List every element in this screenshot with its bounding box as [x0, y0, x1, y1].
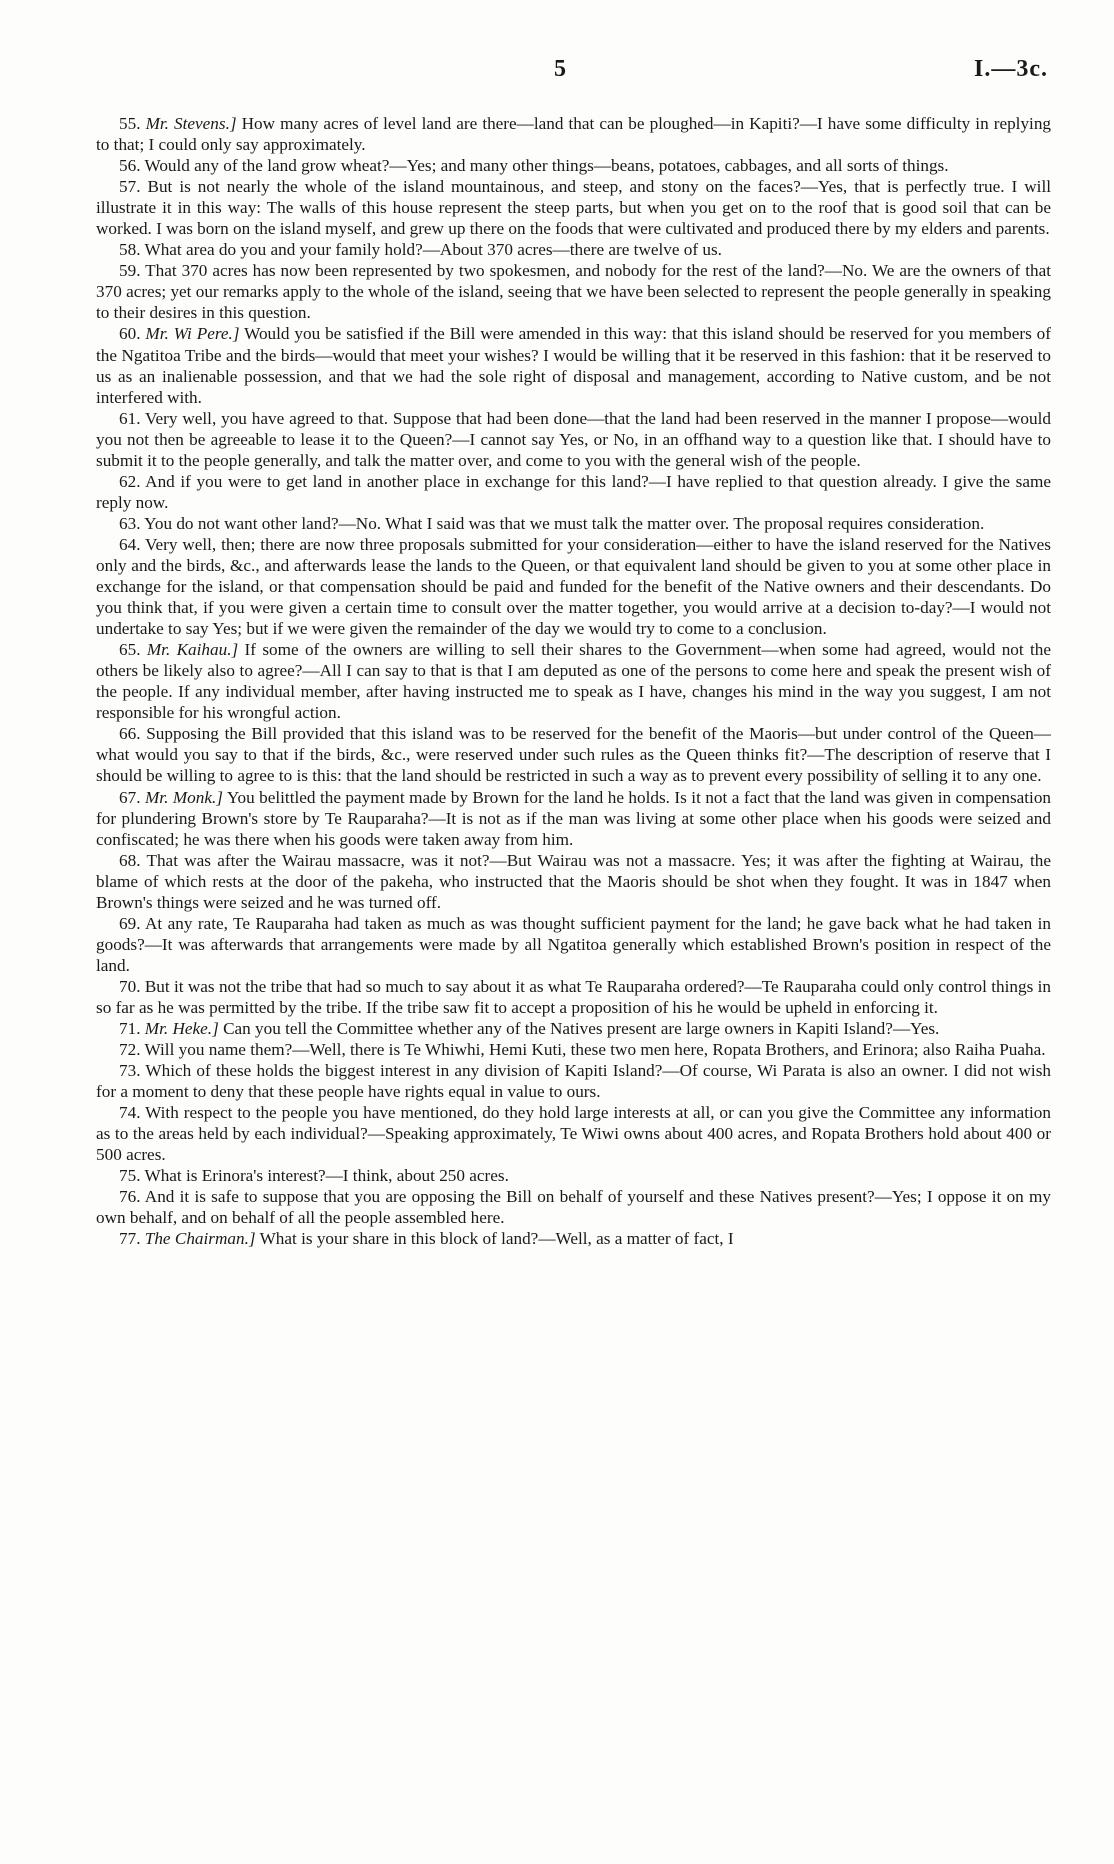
question-answer-text: Supposing the Bill provided that this island was to be reserved for the benefit of the Maoris—but under control of the Queen—what would you say to that if the birds, &c., were reserved under such rules as the Queen thinks fit?—The description of reserve that I should be willing to agree to is this: that the land should be restricted in such a way as to prevent every possibility of selling it to any one. — [96, 724, 1051, 786]
speaker-name: Mr. Stevens.] — [145, 114, 237, 133]
question-paragraph — [96, 471, 1051, 513]
question-answer-text: What area do you and your family hold?—About 370 acres—there are twelve of us. — [144, 240, 722, 260]
question-number: 55. — [119, 114, 141, 133]
question-paragraph — [96, 113, 1051, 155]
question-paragraph — [96, 1060, 1051, 1102]
question-number: 62. — [119, 471, 141, 491]
question-number: 67. — [119, 787, 141, 807]
question-number: 76. — [119, 1187, 141, 1207]
question-answer-text: You do not want other land?—No. What I said was that we must talk the matter over. The proposal requires consideration. — [144, 513, 985, 533]
question-answer-text: You belittled the payment made by Brown for the land he holds. Is it not a fact that the land was given in compensation for plundering Brown's store by Te Rauparaha?—It is not as if the man was living at some other place when his goods were seized and confiscated; he was there when his goods were taken away from him. — [96, 787, 1052, 849]
question-number: 57. — [119, 177, 141, 197]
question-number: 69. — [119, 913, 141, 933]
question-answer-text: Very well, then; there are now three proposals submitted for your consideration—either to have the island reserved for the Natives only and the birds, &c., and afterwards lease the lands to the Queen, or that equivalent land should be given to you at some other place in exchange for the island, or that compensation should be paid and funded for the benefit of the Native owners and their descendants. Do you think that, if you were given a certain time to consult over the matter together, you would arrive at a decision to-day?—I would not undertake to say Yes; but if we were given the remainder of the day we would try to come to a conclusion. — [96, 534, 1051, 639]
speaker-name: Mr. Monk.] — [144, 787, 223, 807]
question-paragraph — [96, 1186, 1051, 1228]
question-number: 75. — [119, 1166, 141, 1186]
question-answer-text: How many acres of level land are there—land that can be ploughed—in Kapiti?—I have some difficulty in replying to that; I could only say approximately. — [96, 114, 1052, 155]
question-paragraph — [96, 639, 1051, 723]
minutes-of-evidence-text — [96, 113, 1051, 1250]
question-number: 58. — [119, 240, 141, 260]
question-number: 72. — [119, 1040, 141, 1060]
question-paragraph — [96, 260, 1051, 323]
document-reference: I.—3c. — [974, 56, 1048, 82]
question-paragraph — [96, 1018, 1051, 1039]
question-number: 60. — [119, 324, 141, 344]
question-answer-text: But it was not the tribe that had so much to say about it as what Te Rauparaha ordered?—Te Rauparaha could only control things in so far as he was permitted by the tribe. If the tribe saw fit to accept a proposition of his he would be upheld in enforcing it. — [96, 976, 1051, 1017]
question-number: 59. — [119, 261, 141, 281]
question-paragraph — [96, 239, 1051, 260]
question-paragraph — [96, 787, 1051, 850]
question-number: 68. — [119, 850, 141, 870]
speaker-name: Mr. Heke.] — [144, 1019, 219, 1039]
question-paragraph — [96, 850, 1051, 913]
question-answer-text: Can you tell the Committee whether any of the Natives present are large owners in Kapiti Island?—Yes. — [223, 1019, 940, 1039]
question-number: 63. — [119, 513, 141, 533]
question-answer-text: Would you be satisfied if the Bill were amended in this way: that this island should be reserved for you members of the Ngatitoa Tribe and the birds—would that meet your wishes? I would be willing that it be reserved in this fashion: that it be reserved to us as an inalienable possession, and that we had the sole right of disposal and management, according to Native custom, and be not interfered with. — [96, 324, 1051, 407]
speaker-name: The Chairman.] — [144, 1229, 256, 1249]
question-number: 65. — [119, 640, 141, 660]
question-answer-text: With respect to the people you have mentioned, do they hold large interests at all, or can you give the Committee any information as to the areas held by each individual?—Speaking approximately, Te Wiwi owns about 400 acres, and Ropata Brothers hold about 400 or 500 acres. — [96, 1103, 1051, 1165]
question-answer-text: Would any of the land grow wheat?—Yes; and many other things—beans, potatoes, cabbages, and all sorts of things. — [144, 156, 949, 176]
question-answer-text: Which of these holds the biggest interest in any division of Kapiti Island?—Of course, Wi Parata is also an owner. I did not wish for a moment to deny that these people have rights equal in value to ours. — [96, 1061, 1051, 1102]
question-paragraph — [96, 976, 1051, 1018]
question-number: 77. — [119, 1229, 141, 1249]
question-answer-text: At any rate, Te Rauparaha had taken as much as was thought sufficient payment for the land; he gave back what he had taken in goods?—It was afterwards that arrangements were made by all Ngatitoa generally which established Brown's position in respect of the land. — [96, 913, 1052, 975]
question-number: 70. — [119, 976, 141, 996]
question-paragraph — [96, 1039, 1051, 1060]
page-number: 5 — [554, 56, 566, 82]
speaker-name: Mr. Wi Pere.] — [145, 324, 240, 344]
question-paragraph — [96, 1165, 1051, 1186]
question-answer-text: If some of the owners are willing to sell their shares to the Government—when some had agreed, would not the others be likely also to agree?—All I can say to that is that I am deputed as one of the persons to come here and speak the present wish of the people. If any individual member, after having instructed me to speak as I have, changes his mind in the way you suggest, I am not responsible for his wrongful action. — [96, 640, 1052, 723]
question-answer-text: That was after the Wairau massacre, was it not?—But Wairau was not a massacre. Yes; it was after the fighting at Wairau, the blame of which rests at the door of the pakeha, who instructed that the Maoris should be shot when they fought. It was in 1847 when Brown's things were seized and he was turned off. — [96, 850, 1051, 912]
question-number: 66. — [119, 724, 141, 744]
question-number: 73. — [119, 1061, 141, 1081]
question-answer-text: What is Erinora's interest?—I think, about 250 acres. — [144, 1166, 509, 1186]
question-answer-text: What is your share in this block of land?—Well, as a matter of fact, I — [259, 1229, 734, 1249]
question-number: 64. — [119, 534, 141, 554]
question-number: 61. — [119, 408, 141, 428]
question-paragraph — [96, 323, 1051, 407]
question-paragraph — [96, 408, 1051, 471]
question-answer-text: And it is safe to suppose that you are opposing the Bill on behalf of yourself and these Natives present?—Yes; I oppose it on my own behalf, and on behalf of all the people assembled here. — [96, 1187, 1051, 1228]
question-paragraph — [96, 1228, 1051, 1249]
question-answer-text: But is not nearly the whole of the island mountainous, and steep, and stony on the faces?—Yes, that is perfectly true. I will illustrate it in this way: The walls of this house represent the steep parts, but when you get on to the roof that is good soil that can be worked. I was born on the island myself, and grew up there on the foods that were cultivated and produced there by my elders and parents. — [96, 177, 1051, 239]
question-answer-text: And if you were to get land in another place in exchange for this land?—I have replied to that question already. I give the same reply now. — [96, 471, 1051, 512]
question-paragraph — [96, 176, 1051, 239]
question-answer-text: That 370 acres has now been represented by two spokesmen, and nobody for the rest of the land?—No. We are the owners of that 370 acres; yet our remarks apply to the whole of the island, seeing that we have been selected to represent the people generally in speaking to their desires in this question. — [96, 261, 1051, 323]
page-header — [66, 48, 1054, 88]
question-answer-text: Very well, you have agreed to that. Suppose that had been done—that the land had been reserved in the manner I propose—would you not then be agreeable to lease it to the Queen?—I cannot say Yes, or No, in an offhand way to a question like that. I should have to submit it to the people generally, and talk the matter over, and come to you with the general wish of the people. — [96, 408, 1051, 470]
question-number: 71. — [119, 1019, 141, 1039]
question-paragraph — [96, 534, 1051, 639]
question-paragraph — [96, 723, 1051, 786]
question-paragraph — [96, 1102, 1051, 1165]
question-paragraph — [96, 913, 1051, 976]
question-paragraph — [96, 513, 1051, 534]
speaker-name: Mr. Kaihau.] — [146, 640, 239, 660]
question-paragraph — [96, 155, 1051, 176]
question-number: 56. — [119, 156, 141, 176]
question-number: 74. — [119, 1103, 141, 1123]
question-answer-text: Will you name them?—Well, there is Te Whiwhi, Hemi Kuti, these two men here, Ropata Brothers, and Erinora; also Raiha Puaha. — [144, 1040, 1046, 1060]
